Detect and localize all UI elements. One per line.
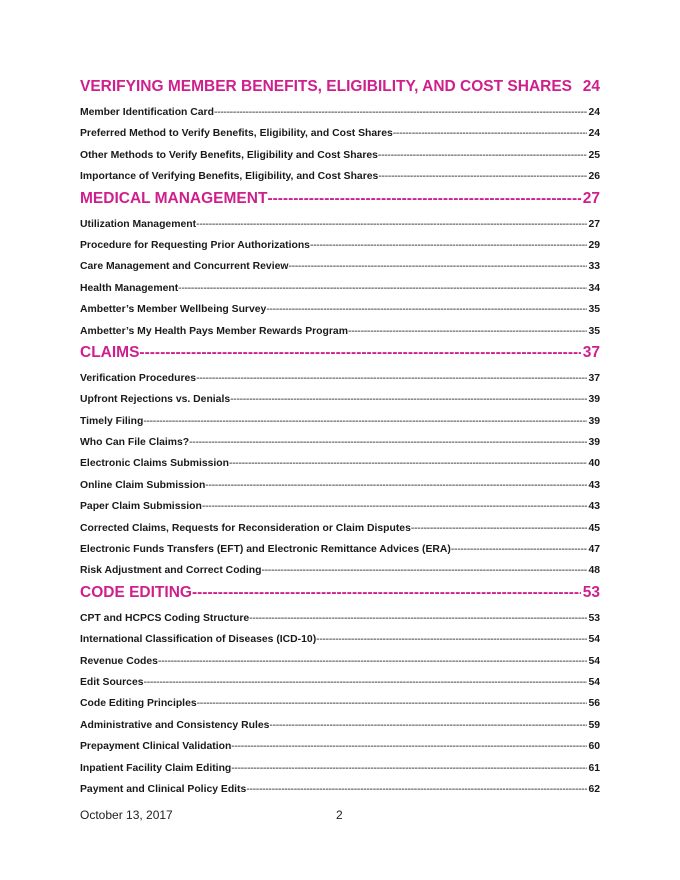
- toc-entry[interactable]: [80, 299, 600, 320]
- entry-page-number: 62: [588, 783, 600, 795]
- section-page-number: 24: [582, 78, 600, 95]
- entry-page-number: 61: [588, 762, 600, 774]
- dot-leader: [261, 560, 587, 581]
- section-title: VERIFYING MEMBER BENEFITS, ELIGIBILITY, AND COST SHARES: [80, 78, 573, 95]
- entry-page-number: 26: [588, 171, 600, 183]
- toc-entry[interactable]: [80, 518, 600, 539]
- entry-title: Electronic Claims Submission: [80, 458, 229, 470]
- entry-title: Risk Adjustment and Correct Coding: [80, 565, 262, 577]
- entry-page-number: 37: [588, 372, 600, 384]
- toc-entry[interactable]: [80, 256, 600, 277]
- dot-leader: [158, 651, 587, 672]
- toc-entry[interactable]: [80, 102, 600, 123]
- toc-entry[interactable]: [80, 389, 600, 410]
- entry-page-number: 60: [588, 741, 600, 753]
- dot-leader: [316, 629, 587, 650]
- entry-title: International Classification of Diseases (ICD-10): [80, 634, 317, 646]
- entry-title: Timely Filing: [80, 415, 144, 427]
- toc-entry[interactable]: [80, 214, 600, 235]
- toc-section-heading[interactable]: [80, 344, 600, 368]
- section-page-number: 27: [582, 189, 600, 207]
- toc-entry[interactable]: [80, 539, 600, 560]
- section-title: CLAIMS: [80, 343, 140, 361]
- toc-entry[interactable]: [80, 321, 600, 342]
- entry-title: Code Editing Principles: [80, 698, 197, 710]
- toc-entry[interactable]: [80, 560, 600, 581]
- dot-leader: [310, 235, 587, 256]
- entry-title: Administrative and Consistency Rules: [80, 719, 270, 731]
- dot-leader: [393, 123, 588, 144]
- entry-title: Prepayment Clinical Validation: [80, 741, 232, 753]
- dot-leader: [144, 672, 588, 693]
- entry-title: Ambetter’s My Health Pays Member Rewards Program: [80, 325, 348, 337]
- dot-leader: [348, 321, 587, 342]
- dot-leader: [269, 715, 587, 736]
- toc-entry[interactable]: [80, 736, 600, 757]
- entry-title: Revenue Codes: [80, 655, 158, 667]
- entry-title: Upfront Rejections vs. Denials: [80, 394, 231, 406]
- toc-entry[interactable]: [80, 278, 600, 299]
- entry-page-number: 47: [588, 544, 600, 556]
- entry-title: Who Can File Claims?: [80, 437, 190, 449]
- entry-page-number: 39: [588, 394, 600, 406]
- table-of-contents: [80, 76, 600, 800]
- entry-title: Verification Procedures: [80, 372, 197, 384]
- entry-title: Paper Claim Submission: [80, 501, 202, 513]
- entry-title: Online Claim Submission: [80, 479, 206, 491]
- toc-entry[interactable]: [80, 715, 600, 736]
- entry-title: Other Methods to Verify Benefits, Eligibility and Cost Shares: [80, 149, 378, 161]
- entry-title: Member Identification Card: [80, 107, 214, 118]
- entry-page-number: 24: [588, 107, 600, 118]
- toc-section-heading[interactable]: [80, 78, 600, 102]
- entry-page-number: 59: [588, 719, 600, 731]
- toc-entry[interactable]: [80, 411, 600, 432]
- entry-page-number: 33: [588, 261, 600, 273]
- entry-page-number: 39: [588, 437, 600, 449]
- dot-leader: [378, 166, 587, 187]
- toc-section-heading[interactable]: [80, 190, 600, 214]
- toc-entry[interactable]: [80, 368, 600, 389]
- dot-leader: [288, 256, 587, 277]
- section-title: MEDICAL MANAGEMENT: [80, 189, 268, 207]
- toc-entry[interactable]: [80, 123, 600, 144]
- entry-page-number: 54: [588, 676, 600, 688]
- entry-title: Electronic Funds Transfers (EFT) and Electronic Remittance Advices (ERA): [80, 544, 451, 556]
- entry-page-number: 54: [588, 634, 600, 646]
- dot-leader: [411, 518, 588, 539]
- dot-leader: [246, 779, 587, 800]
- toc-entry[interactable]: [80, 145, 600, 166]
- toc-entry[interactable]: [80, 475, 600, 496]
- entry-page-number: 56: [588, 698, 600, 710]
- toc-entry[interactable]: [80, 672, 600, 693]
- footer-page-number: 2: [336, 808, 343, 822]
- entry-title: Edit Sources: [80, 676, 144, 688]
- dot-leader: [451, 539, 588, 560]
- dot-leader: [378, 145, 588, 166]
- dot-leader: [143, 411, 587, 432]
- entry-title: Corrected Claims, Requests for Reconsideration or Claim Disputes: [80, 522, 411, 534]
- dot-leader: [196, 214, 587, 235]
- dot-leader: [197, 693, 588, 714]
- dot-leader: [189, 432, 587, 453]
- entry-page-number: 34: [588, 282, 600, 294]
- entry-title: Care Management and Concurrent Review: [80, 261, 289, 273]
- entry-page-number: 43: [588, 501, 600, 513]
- toc-entry[interactable]: [80, 629, 600, 650]
- dot-leader: [205, 475, 587, 496]
- section-title: CODE EDITING: [80, 583, 192, 601]
- entry-page-number: 48: [588, 565, 600, 577]
- entry-title: Ambetter’s Member Wellbeing Survey: [80, 304, 267, 316]
- dot-leader: [229, 453, 587, 474]
- dot-leader: [231, 736, 587, 757]
- entry-page-number: 54: [588, 655, 600, 667]
- toc-entry[interactable]: [80, 608, 600, 629]
- dot-leader: [192, 584, 581, 602]
- dot-leader: [214, 102, 587, 123]
- dot-leader: [230, 389, 587, 410]
- toc-entry[interactable]: [80, 432, 600, 453]
- toc-section-heading[interactable]: [80, 584, 600, 608]
- toc-entry[interactable]: [80, 779, 600, 800]
- entry-page-number: 25: [588, 149, 600, 161]
- entry-page-number: 24: [588, 128, 600, 140]
- dot-leader: [196, 368, 587, 389]
- dot-leader: [231, 758, 587, 779]
- entry-title: Payment and Clinical Policy Edits: [80, 783, 247, 795]
- toc-entry[interactable]: [80, 496, 600, 517]
- dot-leader: [267, 190, 580, 208]
- entry-title: Inpatient Facility Claim Editing: [80, 762, 232, 774]
- dot-leader: [266, 299, 587, 320]
- entry-title: Importance of Verifying Benefits, Eligibility, and Cost Shares: [80, 171, 379, 183]
- toc-entry[interactable]: [80, 235, 600, 256]
- entry-page-number: 35: [588, 325, 600, 337]
- dot-leader: [139, 344, 580, 362]
- entry-page-number: 40: [588, 458, 600, 470]
- toc-entry[interactable]: [80, 651, 600, 672]
- entry-title: Utilization Management: [80, 218, 197, 230]
- toc-entry[interactable]: [80, 758, 600, 779]
- toc-entry[interactable]: [80, 693, 600, 714]
- entry-page-number: 53: [588, 612, 600, 624]
- section-page-number: 53: [582, 583, 600, 601]
- entry-title: Preferred Method to Verify Benefits, Eligibility, and Cost Shares: [80, 128, 393, 140]
- entry-page-number: 29: [588, 239, 600, 251]
- toc-entry[interactable]: [80, 166, 600, 187]
- entry-page-number: 45: [588, 522, 600, 534]
- entry-page-number: 43: [588, 479, 600, 491]
- toc-entry[interactable]: [80, 453, 600, 474]
- entry-page-number: 27: [588, 218, 600, 230]
- dot-leader: [249, 608, 587, 629]
- entry-title: Procedure for Requesting Prior Authorizations: [80, 239, 310, 251]
- entry-page-number: 39: [588, 415, 600, 427]
- dot-leader: [202, 496, 588, 517]
- footer-date: October 13, 2017: [80, 808, 173, 822]
- section-page-number: 37: [582, 343, 600, 361]
- entry-title: CPT and HCPCS Coding Structure: [80, 612, 250, 624]
- entry-page-number: 35: [588, 304, 600, 316]
- dot-leader: [178, 278, 587, 299]
- entry-title: Health Management: [80, 282, 179, 294]
